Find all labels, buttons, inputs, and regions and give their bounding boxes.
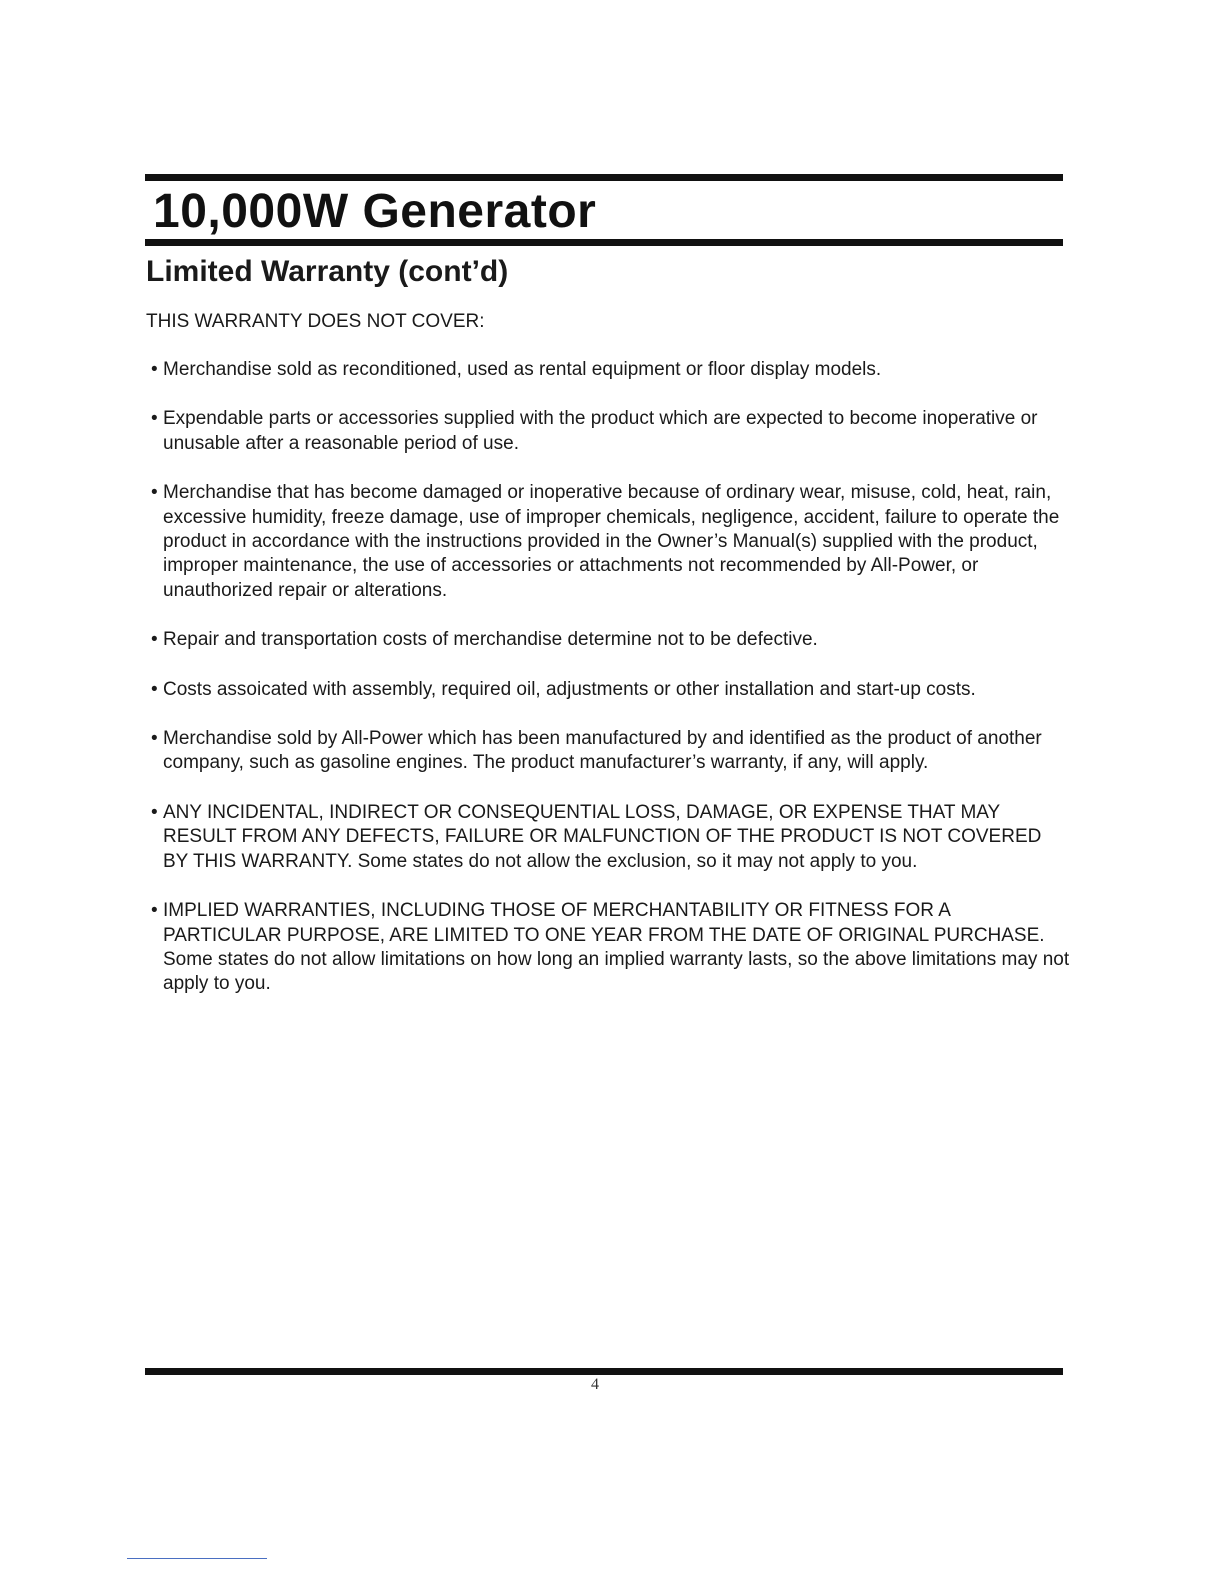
page-number: 4 xyxy=(591,1376,599,1393)
list-item xyxy=(150,801,1070,874)
title-underline-rule xyxy=(145,239,1063,246)
list-item xyxy=(150,727,1070,776)
list-item-text: IMPLIED WARRANTIES, INCLUDING THOSE OF MERCHANTABILITY OR FITNESS FOR A PARTICULAR PURPOSE, ARE LIMITED TO ONE YEAR FROM THE DATE OF ORIGINAL PURCHASE. Some states do not allow limitations on how long an implied warranty lasts, so the above limitations may not apply to you. xyxy=(163,900,1070,995)
list-item-text: Expendable parts or accessories supplied with the product which are expected to become inoperative or unusable after a reasonable period of use. xyxy=(163,408,1038,454)
section-heading: Limited Warranty (cont’d) xyxy=(146,255,509,288)
list-item-text: ANY INCIDENTAL, INDIRECT OR CONSEQUENTIAL LOSS, DAMAGE, OR EXPENSE THAT MAY RESULT FROM ANY DEFECTS, FAILURE OR MALFUNCTION OF THE PRODUCT IS NOT COVERED BY THIS WARRANTY. Some states do not allow the exclusion, so it may not apply to you. xyxy=(163,801,1042,872)
list-item-text: Merchandise sold as reconditioned, used as rental equipment or floor display models. xyxy=(163,359,882,380)
bullet-icon: • xyxy=(151,900,158,922)
footer-rule xyxy=(145,1368,1063,1375)
list-item-text: Repair and transportation costs of merchandise determine not to be defective. xyxy=(163,629,818,651)
intro-text: THIS WARRANTY DOES NOT COVER: xyxy=(146,311,485,332)
list-item-text: Merchandise that has become damaged or inoperative because of ordinary wear, misuse, cold, heat, rain, excessive humidity, freeze damage, use of improper chemicals, negligence, accident, failure to operate the product in accordance with the instructions provided in the Owner’s Manual(s) supplied with the product, improper maintenance, the use of accessories or attachments not recommended by All-Power, or unauthorized repair or alterations. xyxy=(163,482,1060,601)
bullet-icon: • xyxy=(151,801,158,823)
bottom-edge-line xyxy=(127,1558,267,1559)
bullet-icon: • xyxy=(151,359,158,380)
bullet-icon: • xyxy=(151,678,158,700)
list-item xyxy=(150,481,1070,603)
list-item xyxy=(150,407,1070,456)
bullet-icon: • xyxy=(151,408,158,430)
list-item-text: Merchandise sold by All-Power which has been manufactured by and identified as the product of another company, such as gasoline engines. The product manufacturer’s warranty, if any, will apply. xyxy=(163,728,1042,774)
list-item xyxy=(150,678,1070,702)
bullet-icon: • xyxy=(151,629,158,651)
exclusions-list xyxy=(150,358,1070,1022)
list-item xyxy=(150,358,1070,382)
bullet-icon: • xyxy=(151,728,158,750)
page-title: 10,000W Generator xyxy=(153,185,597,238)
list-item-text: Costs assoicated with assembly, required oil, adjustments or other installation and start-up costs. xyxy=(163,678,976,700)
list-item xyxy=(150,899,1070,997)
top-rule xyxy=(145,174,1063,181)
bullet-icon: • xyxy=(151,482,158,504)
list-item xyxy=(150,628,1070,652)
